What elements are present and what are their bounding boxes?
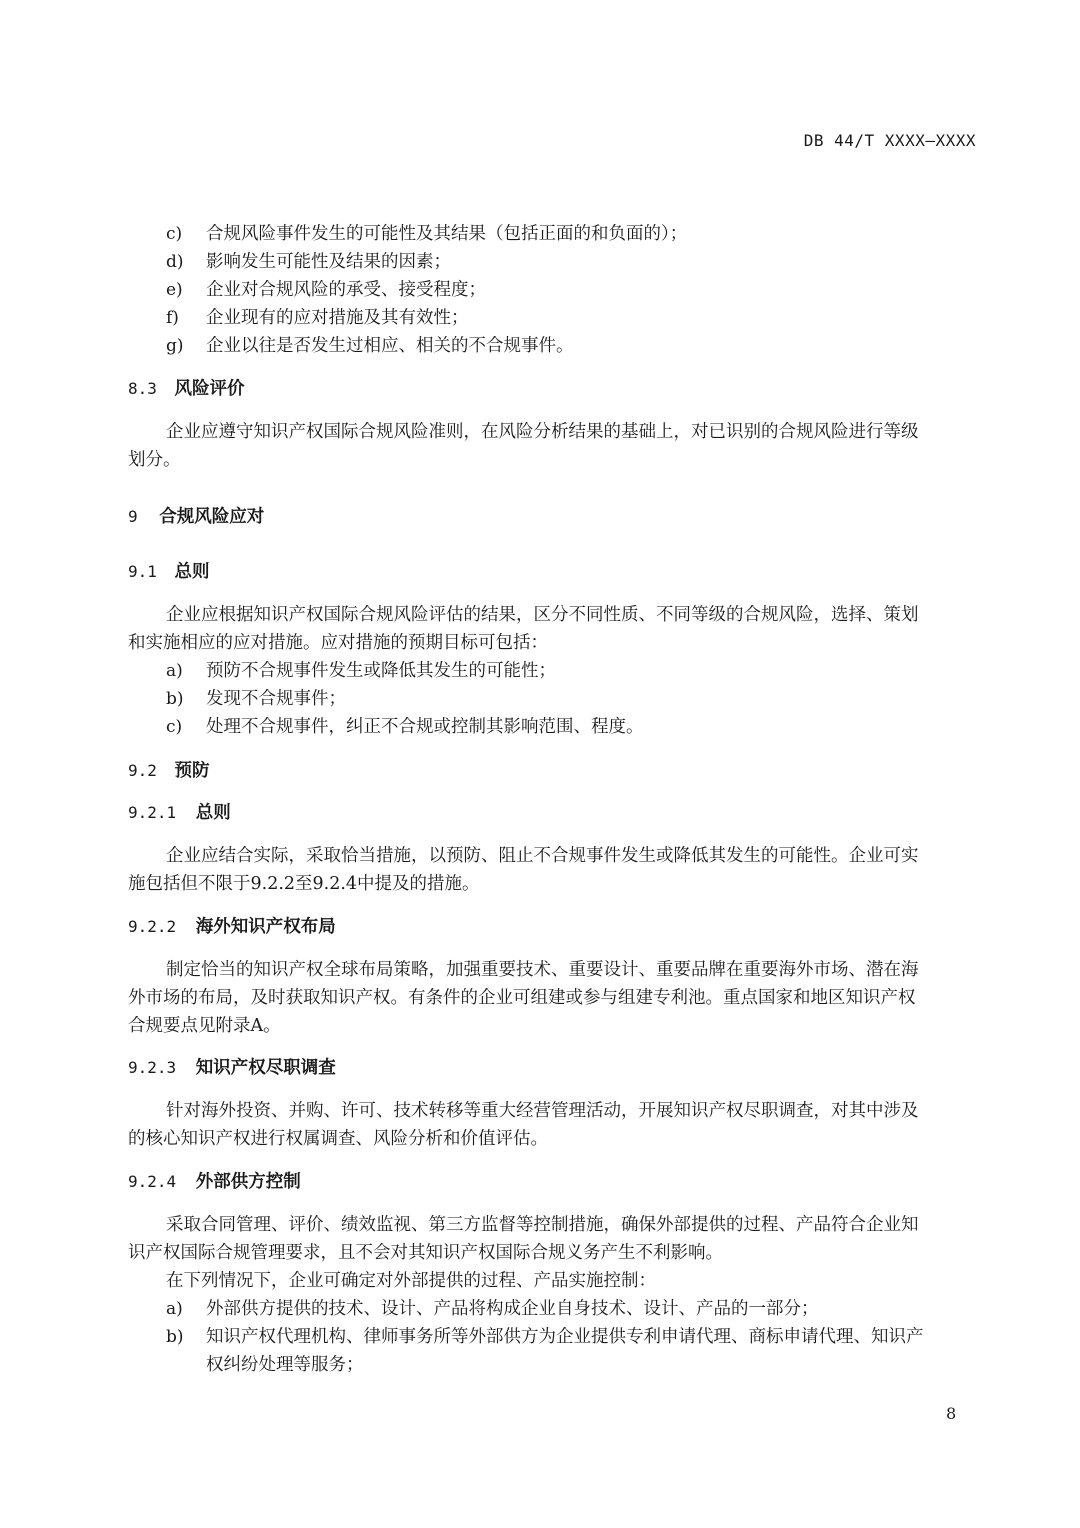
paragraph-line: 施包括但不限于9.2.2至9.2.4中提及的措施。 <box>128 874 480 894</box>
list-marker: c) <box>166 717 183 737</box>
subsection-title: 总则 <box>195 803 231 823</box>
section-number: 9.2 <box>128 761 157 780</box>
section-number: 9.1 <box>128 562 157 581</box>
section-heading-9-1 <box>128 561 209 583</box>
chapter-number: 9 <box>128 507 138 526</box>
list-marker: f) <box>166 308 179 328</box>
list-marker: a) <box>166 661 183 681</box>
paragraph-line: 企业应根据知识产权国际合规风险评估的结果，区分不同性质、不同等级的合规风险，选择、策划 <box>166 605 919 625</box>
paragraph-line: 企业应结合实际，采取恰当措施，以预防、阻止不合规事件发生或降低其发生的可能性。企业可实 <box>166 846 919 866</box>
paragraph-line: 外市场的布局，及时获取知识产权。有条件的企业可组建或参与组建专利池。重点国家和地区知识产权 <box>128 988 916 1008</box>
section-title: 预防 <box>174 761 210 781</box>
subsection-number: 9.2.3 <box>128 1058 177 1077</box>
subsection-number: 9.2.4 <box>128 1172 177 1191</box>
paragraph-line: 制定恰当的知识产权全球布局策略，加强重要技术、重要设计、重要品牌在重要海外市场、潜在海 <box>166 960 919 980</box>
subsection-heading-9-2-4 <box>128 1171 301 1193</box>
section-number: 8.3 <box>128 379 157 398</box>
list-item: 企业以往是否发生过相应、相关的不合规事件。 <box>206 336 574 356</box>
list-item: 预防不合规事件发生或降低其发生的可能性； <box>206 661 556 681</box>
subsection-title: 知识产权尽职调查 <box>195 1058 336 1078</box>
paragraph-line: 合规要点见附录A。 <box>128 1016 281 1036</box>
paragraph-line: 的核心知识产权进行权属调查、风险分析和价值评估。 <box>128 1129 548 1149</box>
section-title: 总则 <box>174 562 210 582</box>
paragraph-line: 企业应遵守知识产权国际合规风险准则，在风险分析结果的基础上，对已识别的合规风险进行等级 <box>166 422 919 442</box>
subsection-number: 9.2.2 <box>128 917 177 936</box>
chapter-heading-9 <box>128 506 264 528</box>
list-item: 发现不合规事件； <box>206 689 346 709</box>
page-number: 8 <box>946 1404 957 1423</box>
list-item: 知识产权代理机构、律师事务所等外部供方为企业提供专利申请代理、商标申请代理、知识产 <box>206 1327 924 1347</box>
subsection-number: 9.2.1 <box>128 803 177 822</box>
list-marker: d) <box>166 252 184 272</box>
paragraph-line: 针对海外投资、并购、许可、技术转移等重大经营管理活动，开展知识产权尽职调查，对其中涉及 <box>166 1101 919 1121</box>
list-marker: g) <box>166 336 184 356</box>
subsection-title: 海外知识产权布局 <box>195 917 336 937</box>
subsection-title: 外部供方控制 <box>195 1172 301 1192</box>
list-item-continuation: 权纠纷处理等服务； <box>206 1355 364 1375</box>
paragraph-line: 识产权国际合规管理要求，且不会对其知识产权国际合规义务产生不利影响。 <box>128 1243 723 1263</box>
paragraph-line: 划分。 <box>128 450 181 470</box>
subsection-heading-9-2-1 <box>128 802 231 824</box>
list-marker: c) <box>166 224 183 244</box>
list-item: 企业现有的应对措施及其有效性； <box>206 308 469 328</box>
paragraph-line: 采取合同管理、评价、绩效监视、第三方监督等控制措施，确保外部提供的过程、产品符合企业知 <box>166 1215 919 1235</box>
list-item: 企业对合规风险的承受、接受程度； <box>206 280 486 300</box>
document-code-header: DB 44/T XXXX—XXXX <box>803 131 976 150</box>
list-item: 外部供方提供的技术、设计、产品将构成企业自身技术、设计、产品的一部分； <box>206 1299 819 1319</box>
list-item: 合规风险事件发生的可能性及其结果（包括正面的和负面的）； <box>206 224 688 244</box>
list-marker: a) <box>166 1299 183 1319</box>
list-item: 影响发生可能性及结果的因素； <box>206 252 451 272</box>
subsection-heading-9-2-2 <box>128 916 336 938</box>
paragraph-line: 在下列情况下，企业可确定对外部提供的过程、产品实施控制： <box>166 1271 656 1291</box>
subsection-heading-9-2-3 <box>128 1057 336 1079</box>
paragraph-line: 和实施相应的应对措施。应对措施的预期目标可包括： <box>128 633 548 653</box>
section-heading-9-2 <box>128 760 209 782</box>
section-heading-8-3 <box>128 378 244 400</box>
list-marker: b) <box>166 689 184 709</box>
section-title: 风险评价 <box>174 379 245 399</box>
list-marker: b) <box>166 1327 184 1347</box>
list-item: 处理不合规事件，纠正不合规或控制其影响范围、程度。 <box>206 717 644 737</box>
list-marker: e) <box>166 280 183 300</box>
chapter-title: 合规风险应对 <box>159 507 265 527</box>
